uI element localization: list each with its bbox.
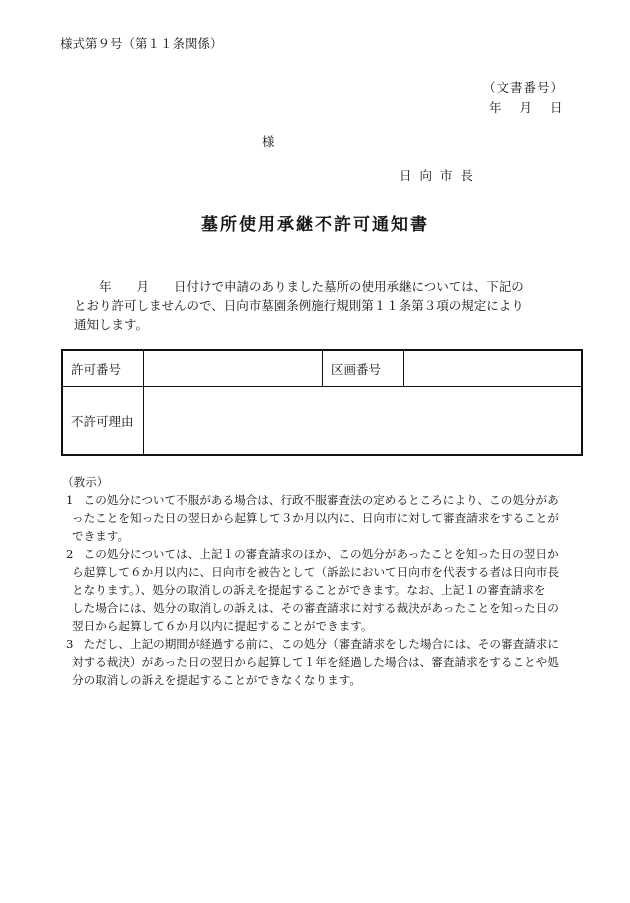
permit-number-value <box>144 350 323 387</box>
notice-line: この処分について不服がある場合は、行政不服審査法の定めるところにより、この処分があ <box>72 493 559 507</box>
notice-line: ただし、上記の期間が経過する前に、この処分（審査請求をした場合には、その審査請求に <box>72 637 559 651</box>
form-label: 様式第９号（第１１条関係） <box>60 36 223 51</box>
issue-date: 年 月 日 <box>489 100 563 115</box>
notice-line: ら起算して６か月以内に、日向市を被告として（訴訟において日向市を代表する者は日向市長 <box>72 565 559 579</box>
notice-line: となります。）、処分の取消しの訴えを提起することができます。なお、上記１の審査請求を <box>72 583 546 597</box>
section-number-label: 区画番号 <box>323 350 404 387</box>
body-line: 年 月 日付けで申請のありました墓所の使用承継については、下記の <box>74 279 524 294</box>
section-number-value <box>404 350 583 387</box>
notice-item-number: 2 <box>66 547 74 561</box>
notice-item <box>62 635 592 689</box>
notice-line: 分の取消しの訴えを提起することができなくなります。 <box>72 673 361 687</box>
permit-number-label: 許可番号 <box>62 350 144 387</box>
info-table <box>61 349 583 456</box>
document-title: 墓所使用承継不許可通知書 <box>201 215 429 235</box>
document-number: （文書番号） <box>483 80 565 95</box>
body-line: とおり許可しませんので、日向市墓園条例施行規則第１１条第３項の規定により <box>74 298 524 313</box>
reason-label: 不許可理由 <box>62 387 144 456</box>
notice-line: 翌日から起算して６か月以内に提起することができます。 <box>72 619 373 633</box>
notice-heading: （教示） <box>62 475 109 489</box>
notice-line: この処分については、上記１の審査請求のほか、この処分があったことを知った日の翌日か <box>72 547 559 561</box>
appeal-notice <box>62 473 592 689</box>
addressee: 様 <box>262 134 275 149</box>
notice-item-number: 3 <box>66 637 74 651</box>
notice-line: できます。 <box>72 529 130 543</box>
body-text <box>74 277 574 334</box>
notice-item-number: 1 <box>66 493 74 507</box>
notice-line: ったことを知った日の翌日から起算して３か月以内に、日向市に対して審査請求をすることが <box>72 511 559 525</box>
body-line: 通知します。 <box>74 317 149 332</box>
issuer: 日 向 市 長 <box>399 168 475 183</box>
notice-line: 対する裁決）があった日の翌日から起算して１年を経過した場合は、審査請求をすることや処 <box>72 655 559 669</box>
notice-item <box>62 491 592 545</box>
notice-item <box>62 545 592 635</box>
notice-line: した場合には、処分の取消しの訴えは、その審査請求に対する裁決があったことを知った日の <box>72 601 559 615</box>
reason-value <box>144 387 583 456</box>
